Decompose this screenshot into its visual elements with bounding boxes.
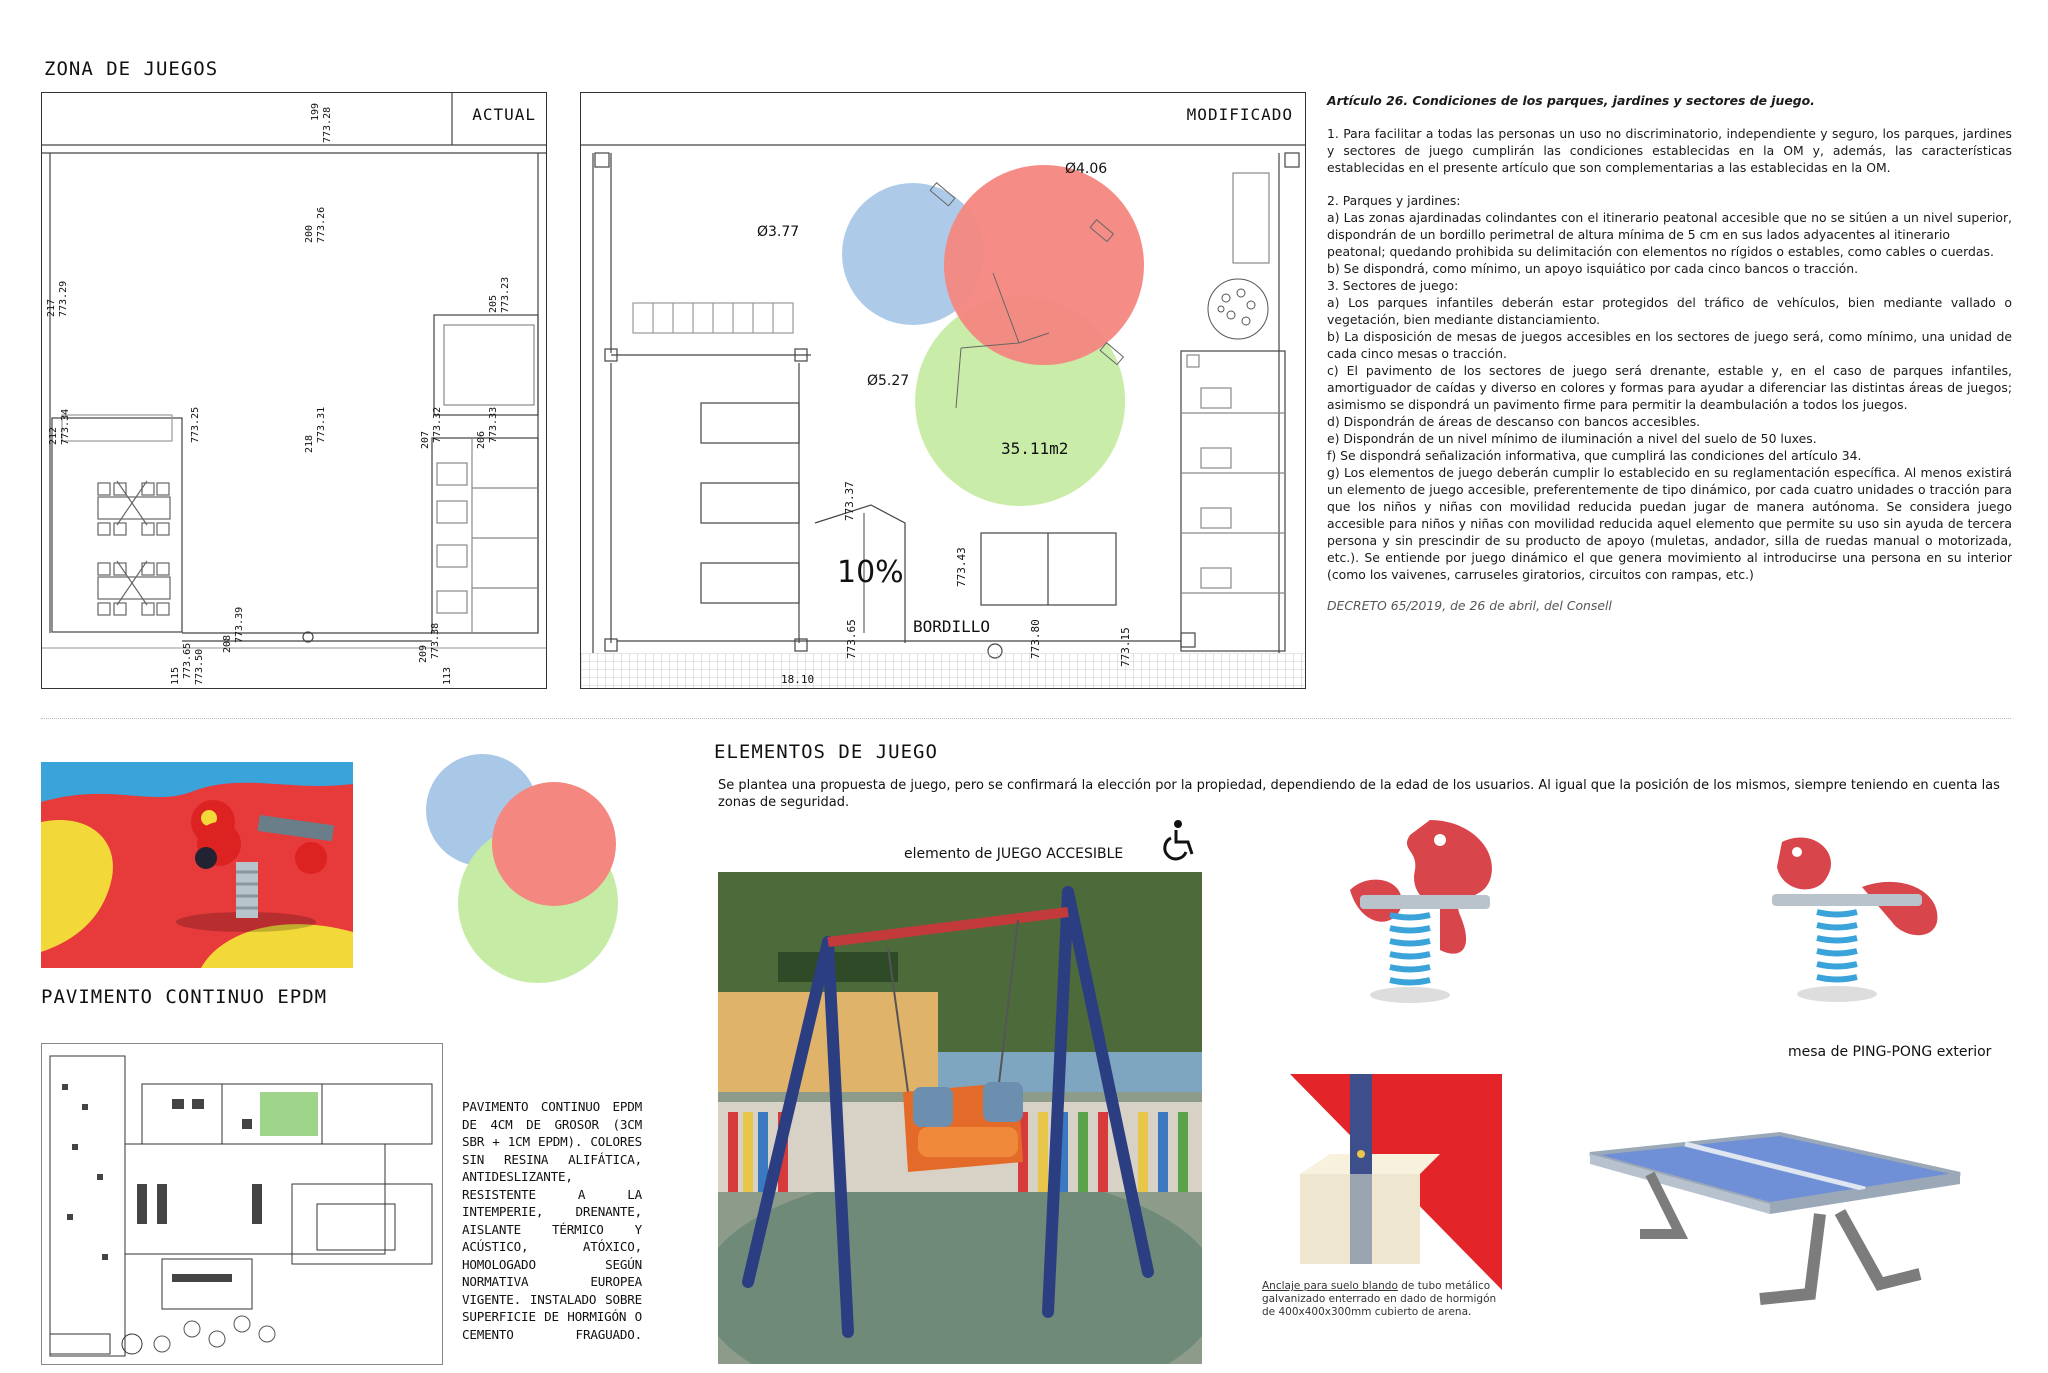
article-paragraph: e) Dispondrán de un nivel mínimo de iluminación a nivel del suelo de 50 luxes.: [1327, 431, 1817, 446]
level-label: 773.37: [843, 481, 856, 521]
article-paragraph: peatonal; quedando prohibida su delimitación con elementos no rígidos o estables, como cables o cuerdas.: [1327, 244, 1994, 259]
play-area: 35.11m2: [1001, 439, 1069, 458]
level-label: 773.28: [322, 106, 333, 143]
article-source: DECRETO 65/2019, de 26 de abril, del Consell: [1327, 598, 1612, 613]
article-paragraph: 1. Para facilitar a todas las personas un uso no discriminatorio, independiente y seguro, los parques, jardines y sectores de juego cumplirán las condiciones establecidas en la OM y, además, las características establecidas en el presente artículo que son complementarias a las establecidas en la OM.: [1327, 126, 2012, 175]
level-label: 773.25: [190, 406, 201, 443]
level-label: 773.65: [845, 619, 858, 659]
level-label: 773.43: [955, 547, 968, 587]
level-label: 209: [418, 644, 429, 663]
site-plan: [41, 1043, 443, 1365]
anchor-caption: [1262, 1280, 1502, 1319]
level-label: 773.23: [500, 276, 511, 313]
level-label: 773.26: [316, 206, 327, 243]
level-label: 773.65: [182, 642, 193, 679]
article-title: Artículo 26. Condiciones de los parques, jardines y sectores de juego.: [1327, 93, 1815, 108]
article-paragraph: g) Los elementos de juego deberán cumplir lo establecido en su reglamentación específica. Al menos existirá un elemento de juego accesible, preferentemente de tipo dinámico, por cada cuatro unidades o tracción para que los niños y niñas con movilidad reducida puedan jugar de manera autónoma. Se considera juego accesible para niños y niñas con movilidad reducida aquel elemento que permite su uso sin ayuda de tercera persona y sin prescindir de su producto de apoyo (muletas, andador, silla de ruedas manual o motorizada, etc.). Se entiende por juego dinámico el que genera movimiento al introducirse una persona en su interior (como los vaivenes, carruseles giratorios, circuitos con rampas, etc.): [1327, 465, 2012, 582]
level-label: 113: [442, 666, 453, 685]
article-paragraph: a) Las zonas ajardinadas colindantes con el itinerario peatonal accesible que no se sitúen a un nivel superior, dispondrán de un bordillo perimetral de altura mínima de 5 cm en sus lados adyacentes al itinerario: [1327, 210, 2012, 242]
section-divider: [41, 718, 2011, 719]
article-block: [1327, 92, 2012, 614]
actual-label: ACTUAL: [472, 105, 536, 124]
level-label: 207: [420, 430, 431, 449]
anchor-caption-link[interactable]: Anclaje para suelo blando: [1262, 1280, 1398, 1292]
level-label: 205: [488, 294, 499, 313]
level-label: 773.33: [488, 406, 499, 443]
article-paragraph: c) El pavimento de los sectores de juego será drenante, estable y, en el caso de parques infantiles, amortiguador de caídas y diverso en colores y formas para ayudar a diferenciar las distintas áreas de juegos; asimismo se dispondrá un pavimento firme para permitir la deambulación a todos los juegos.: [1327, 363, 2012, 412]
wheelchair-icon: [1158, 818, 1202, 862]
level-label: 773.38: [430, 622, 441, 659]
article-paragraph: b) Se dispondrá, como mínimo, un apoyo isquiático por cada cinco bancos o tracción.: [1327, 261, 1859, 276]
level-label: 199: [310, 102, 321, 121]
level-label: 773.50: [194, 648, 205, 685]
plan-actual-drawing: [42, 93, 546, 688]
accesible-label: elemento de JUEGO ACCESIBLE: [904, 846, 1124, 862]
level-label: 773.31: [316, 406, 327, 443]
article-paragraph: 2. Parques y jardines:: [1327, 193, 1461, 208]
epdm-photo: [41, 762, 353, 968]
spring-rider-1-image: [1330, 810, 1530, 1010]
level-label: 773.39: [234, 606, 245, 643]
elementos-title: ELEMENTOS DE JUEGO: [714, 741, 938, 763]
article-paragraph: 3. Sectores de juego:: [1327, 278, 1459, 293]
elementos-intro: Se plantea una propuesta de juego, pero se confirmará la elección por la propiedad, dependiendo de la edad de los usuarios. Al igual que la posición de los mismos, siempre teniendo en cuenta las zonas de seguridad.: [718, 778, 2000, 810]
level-label: 200: [304, 224, 315, 243]
level-label: 115: [170, 666, 181, 685]
level-label: 218: [304, 434, 315, 453]
diameter-red: Ø4.06: [1065, 161, 1108, 177]
epdm-spec: PAVIMENTO CONTINUO EPDM DE 4CM DE GROSOR (3CM SBR + 1CM EPDM). COLORES SIN RESINA ALIFÁTICA, ANTIDESLIZANTE, RESISTENTE A LA INTEMPERIE, DRENANTE, AISLANTE TÉRMICO Y ACÚSTICO, ATÓXICO, HOMOLOGADO SEGÚN NORMATIVA EUROPEA VIGENTE. INSTALADO SOBRE SUPERFICIE DE HORMIGÓN O CEMENTO FRAGUADO.: [462, 1099, 642, 1342]
zona-title: ZONA DE JUEGOS: [44, 58, 219, 80]
plan-actual: [41, 92, 547, 689]
level-label: 773.29: [58, 280, 69, 317]
article-paragraph: f) Se dispondrá señalización informativa, que cumplirá las condiciones del artículo 34.: [1327, 448, 1862, 463]
spring-rider-2-image: [1752, 822, 1952, 1012]
color-swatches: [420, 752, 640, 992]
level-label: 773.32: [432, 406, 443, 443]
epdm-title: PAVIMENTO CONTINUO EPDM: [41, 986, 328, 1008]
pingpong-label: mesa de PING-PONG exterior: [1788, 1044, 1992, 1060]
diameter-green: Ø5.27: [867, 373, 910, 389]
plan-modificado: [580, 92, 1306, 689]
article-paragraph: d) Dispondrán de áreas de descanso con bancos accesibles.: [1327, 414, 1701, 429]
level-label: 217: [46, 298, 57, 317]
level-label: 212: [48, 426, 59, 445]
article-paragraph: a) Los parques infantiles deberán estar protegidos del tráfico de vehículos, bien mediante vallado o vegetación, bien mediante distanciamiento.: [1327, 295, 2012, 327]
curb-label: BORDILLO: [913, 617, 991, 636]
level-label: 208: [222, 634, 233, 653]
diameter-blue: Ø3.77: [757, 224, 800, 240]
level-label: 773.15: [1119, 627, 1132, 667]
slope-percent: 10%: [837, 555, 904, 590]
level-label: 773.34: [60, 408, 71, 445]
swing-photo: [718, 872, 1202, 1364]
anchor-caption-text: de tubo metálico galvanizado enterrado en dado de hormigón de 400x400x300mm cubierto de arena.: [1262, 1280, 1497, 1318]
modificado-label: MODIFICADO: [1186, 105, 1293, 124]
bottom-dimension: 18.10: [781, 673, 815, 686]
level-label: 206: [476, 430, 487, 449]
level-label: 773.80: [1029, 619, 1042, 659]
anchor-detail-image: [1290, 1074, 1502, 1290]
pingpong-table-image: [1580, 1124, 1970, 1314]
plan-modificado-drawing: [581, 93, 1305, 688]
article-paragraph: b) La disposición de mesas de juegos accesibles en los sectores de juego será, como mínimo, una unidad de cada cinco mesas o tracción.: [1327, 329, 2012, 361]
